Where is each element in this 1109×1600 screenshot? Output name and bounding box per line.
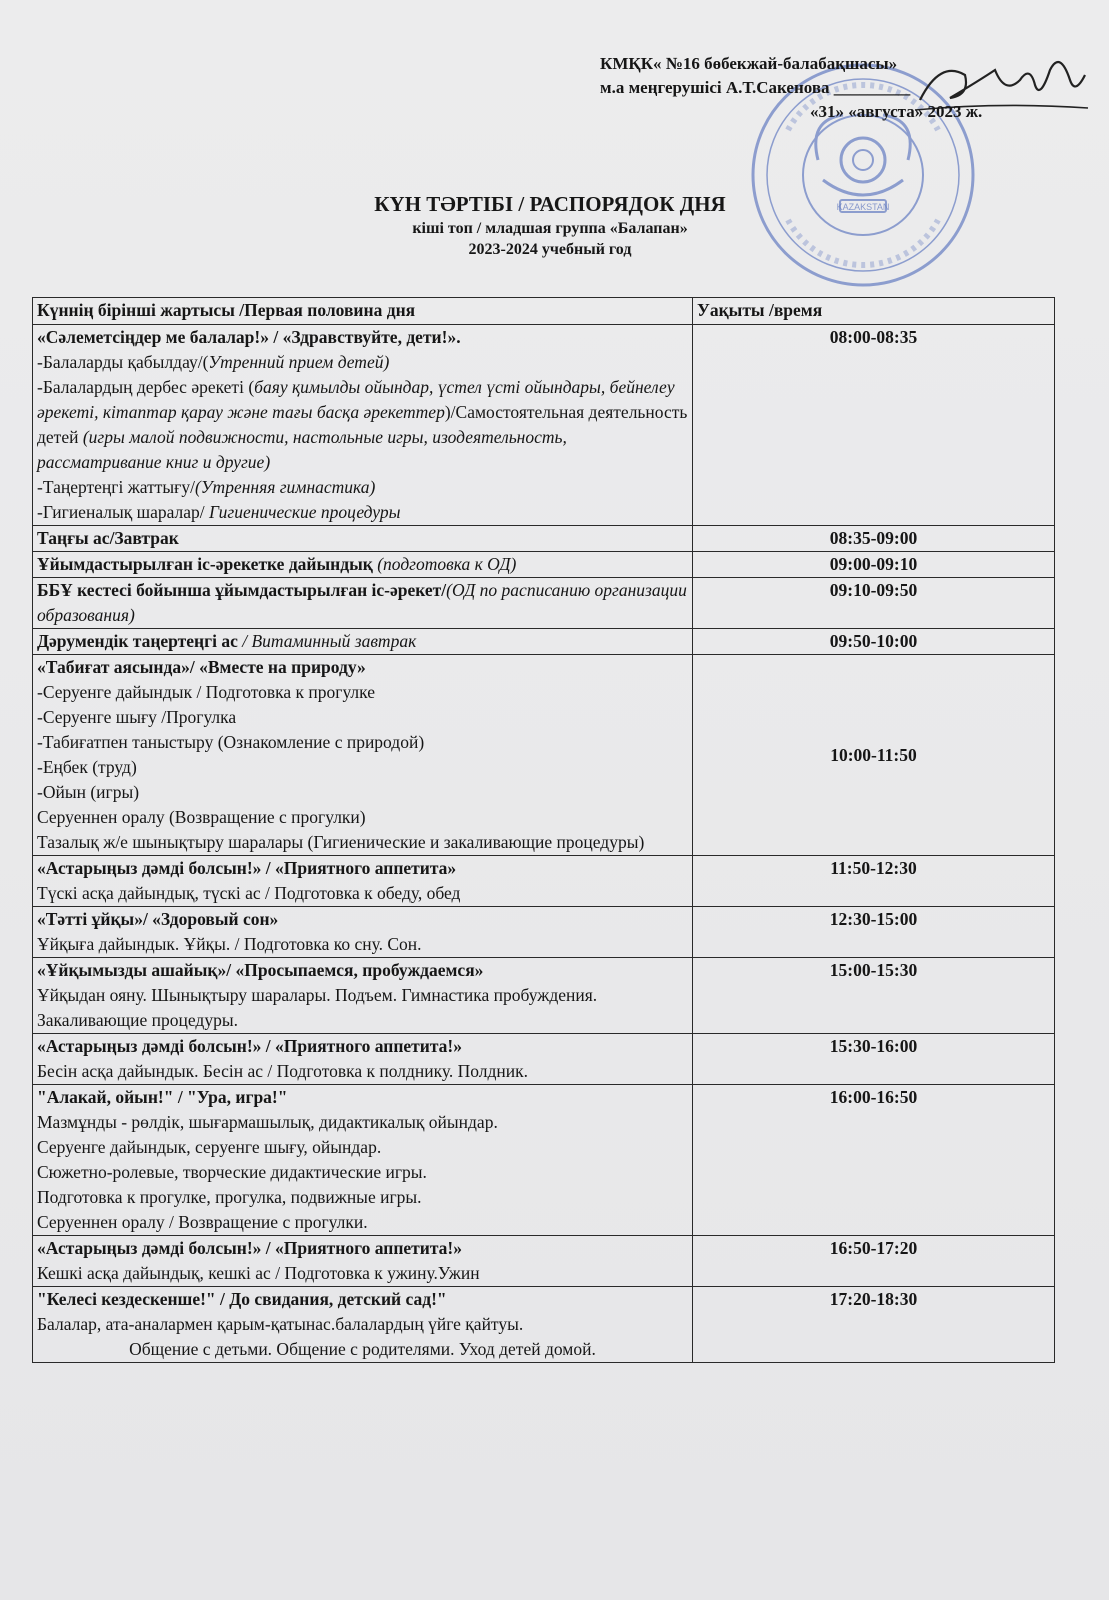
time-cell: 11:50-12:30	[693, 856, 1055, 907]
activity-title: «Сәлеметсіңдер ме балалар!» / «Здравствуйте, дети!».	[37, 327, 461, 347]
activity-title: «Табиғат аясында»/ «Вместе на природу»	[37, 657, 366, 677]
time-cell: 08:35-09:00	[693, 526, 1055, 552]
table-row	[33, 552, 1055, 578]
activity-title: Дәрумендік таңертеңгі ас	[37, 631, 243, 651]
activity-cell	[33, 325, 693, 526]
activity-cell	[33, 1034, 693, 1085]
table-header-row	[33, 298, 1055, 325]
table-row	[33, 958, 1055, 1034]
activity-note: (игры малой подвижности, настольные игры, изодеятельность, рассматривание книг и другие)	[37, 427, 567, 472]
table-row	[33, 1236, 1055, 1287]
activity-title: «Астарыңыз дәмді болсын!» / «Приятного аппетита»	[37, 858, 457, 878]
group-subtitle: кіші топ / младшая группа «Балапан»	[412, 220, 688, 237]
activity-text: Ұйқыға дайындык. Ұйқы. / Подготовка ко сну. Сон.	[37, 934, 422, 954]
activity-note: Гигиенические процедуры	[209, 502, 401, 522]
activity-text: -Балалардың дербес әрекеті (	[37, 377, 255, 397]
activity-title: «Тәтті ұйқы»/ «Здоровый сон»	[37, 909, 279, 929]
activity-text: Бесін асқа дайындык. Бесін ас / Подготовка к полднику. Полдник.	[37, 1061, 529, 1081]
table-row	[33, 526, 1055, 552]
stamp-center-text: KAZAKSTAN	[836, 202, 890, 212]
table-row	[33, 856, 1055, 907]
activity-title: Таңғы ас/Завтрак	[37, 528, 179, 548]
table-row	[33, 1085, 1055, 1236]
activity-text: Общение с детьми. Общение с родителями. Уход детей домой.	[129, 1339, 596, 1359]
activity-line: -Ойын (игры)	[37, 782, 140, 802]
activity-note: баяу қимылды ойындар, үстел үсті ойындары, бейнелеу әрекеті, кітаптар қарау және тағы басқа әрекеттер	[37, 377, 675, 422]
time-cell: 09:10-09:50	[693, 578, 1055, 629]
activity-cell	[33, 856, 693, 907]
activity-line: Тазалық ж/е шынықтыру шаралары (Гигиенические и закаливающие процедуры)	[37, 832, 645, 852]
activity-note: (Утренняя гимнастика)	[194, 477, 376, 497]
activity-cell	[33, 578, 693, 629]
activity-cell	[33, 958, 693, 1034]
table-row	[33, 907, 1055, 958]
activity-line: Серуеннен оралу / Возвращение с прогулки.	[37, 1212, 368, 1232]
time-cell: 17:20-18:30	[693, 1287, 1055, 1363]
activity-cell	[33, 1287, 693, 1363]
activity-text: Кешкі асқа дайындық, кешкі ас / Подготовка к ужину.Ужин	[37, 1263, 480, 1283]
activity-line: Мазмұнды - рөлдік, шығармашылық, дидактикалық ойындар.	[37, 1112, 498, 1132]
approval-head: м.а меңгерушісі А.Т.Сакенова _________	[600, 78, 911, 97]
header-time: Уақыты /время	[693, 298, 1055, 325]
table-row	[33, 578, 1055, 629]
activity-cell	[33, 1236, 693, 1287]
schedule-table	[32, 297, 1055, 1363]
activity-line: Серуенге дайындык, серуенге шығу, ойындар.	[37, 1137, 382, 1157]
activity-title: "Келесі кездескенше!" / До свидания, детский сад!"	[37, 1289, 447, 1309]
activity-line: Серуеннен оралу (Возвращение с прогулки)	[37, 807, 366, 827]
activity-text: Балалар, ата-аналармен қарым-қатынас.балалардың үйге қайтуы.	[37, 1314, 524, 1334]
time-cell: 15:30-16:00	[693, 1034, 1055, 1085]
approval-org: КМҚК« №16 бөбекжай-балабақшасы»	[600, 54, 898, 73]
approval-block	[600, 52, 1080, 124]
activity-line: Подготовка к прогулке, прогулка, подвижные игры.	[37, 1187, 422, 1207]
table-row	[33, 325, 1055, 526]
activity-note: / Витаминный завтрак	[242, 631, 417, 651]
time-cell: 16:00-16:50	[693, 1085, 1055, 1236]
time-cell: 16:50-17:20	[693, 1236, 1055, 1287]
table-row	[33, 629, 1055, 655]
activity-text: -Гигиеналық шаралар/	[37, 502, 210, 522]
activity-title: Ұйымдастырылған іс-әрекетке дайындық	[37, 554, 378, 574]
activity-title: ББҰ кестесі бойынша ұйымдастырылған іс-әрекет/	[37, 580, 447, 600]
activity-cell	[33, 907, 693, 958]
activity-cell	[33, 1085, 693, 1236]
activity-note: (ОД по расписанию организации образования)	[37, 580, 687, 625]
activity-cell	[33, 526, 693, 552]
time-cell: 09:00-09:10	[693, 552, 1055, 578]
activity-title: "Алакай, ойын!" / "Ура, игра!"	[37, 1087, 288, 1107]
school-year: 2023-2024 учебный год	[468, 241, 632, 258]
activity-cell	[33, 629, 693, 655]
time-cell: 09:50-10:00	[693, 629, 1055, 655]
time-cell: 12:30-15:00	[693, 907, 1055, 958]
activity-line: Сюжетно-ролевые, творческие дидактические игры.	[37, 1162, 427, 1182]
heading	[160, 190, 940, 261]
approval-date: «31» «августа» 2023 ж.	[810, 102, 983, 121]
table-row	[33, 1287, 1055, 1363]
activity-text: -Таңертеңгі жаттығу/	[37, 477, 195, 497]
activity-text: Ұйқыдан ояну. Шынықтыру шаралары. Подъем. Гимнастика пробуждения. Закаливающие процедуры.	[37, 985, 598, 1030]
activity-line: -Табиғатпен таныстыру (Ознакомление с природой)	[37, 732, 425, 752]
activity-text: )/Самостоятельная деятельность детей	[37, 402, 688, 447]
activity-title: «Астарыңыз дәмді болсын!» / «Приятного аппетита!»	[37, 1036, 462, 1056]
time-cell: 15:00-15:30	[693, 958, 1055, 1034]
activity-title: «Ұйқымызды ашайық»/ «Просыпаемся, пробуждаемся»	[37, 960, 484, 980]
activity-cell	[33, 552, 693, 578]
activity-line: -Серуенге шығу /Прогулка	[37, 707, 237, 727]
table-row	[33, 1034, 1055, 1085]
header-activity: Күннің бірінші жартысы /Первая половина дня	[33, 298, 693, 325]
activity-note: Утренний прием детей)	[208, 352, 390, 372]
activity-line: -Еңбек (труд)	[37, 757, 137, 777]
activity-text: -Балаларды қабылдау/(	[37, 352, 209, 372]
activity-text: Түскі асқа дайындық, түскі ас / Подготовка к обеду, обед	[37, 883, 461, 903]
activity-line: -Серуенге дайындык / Подготовка к прогулке	[37, 682, 376, 702]
page-title: КҮН ТӘРТІБІ / РАСПОРЯДОК ДНЯ	[374, 192, 726, 216]
activity-note: (подготовка к ОД)	[377, 554, 517, 574]
time-cell: 10:00-11:50	[693, 655, 1055, 856]
activity-cell	[33, 655, 693, 856]
table-row	[33, 655, 1055, 856]
activity-title: «Астарыңыз дәмді болсын!» / «Приятного аппетита!»	[37, 1238, 462, 1258]
time-cell: 08:00-08:35	[693, 325, 1055, 526]
